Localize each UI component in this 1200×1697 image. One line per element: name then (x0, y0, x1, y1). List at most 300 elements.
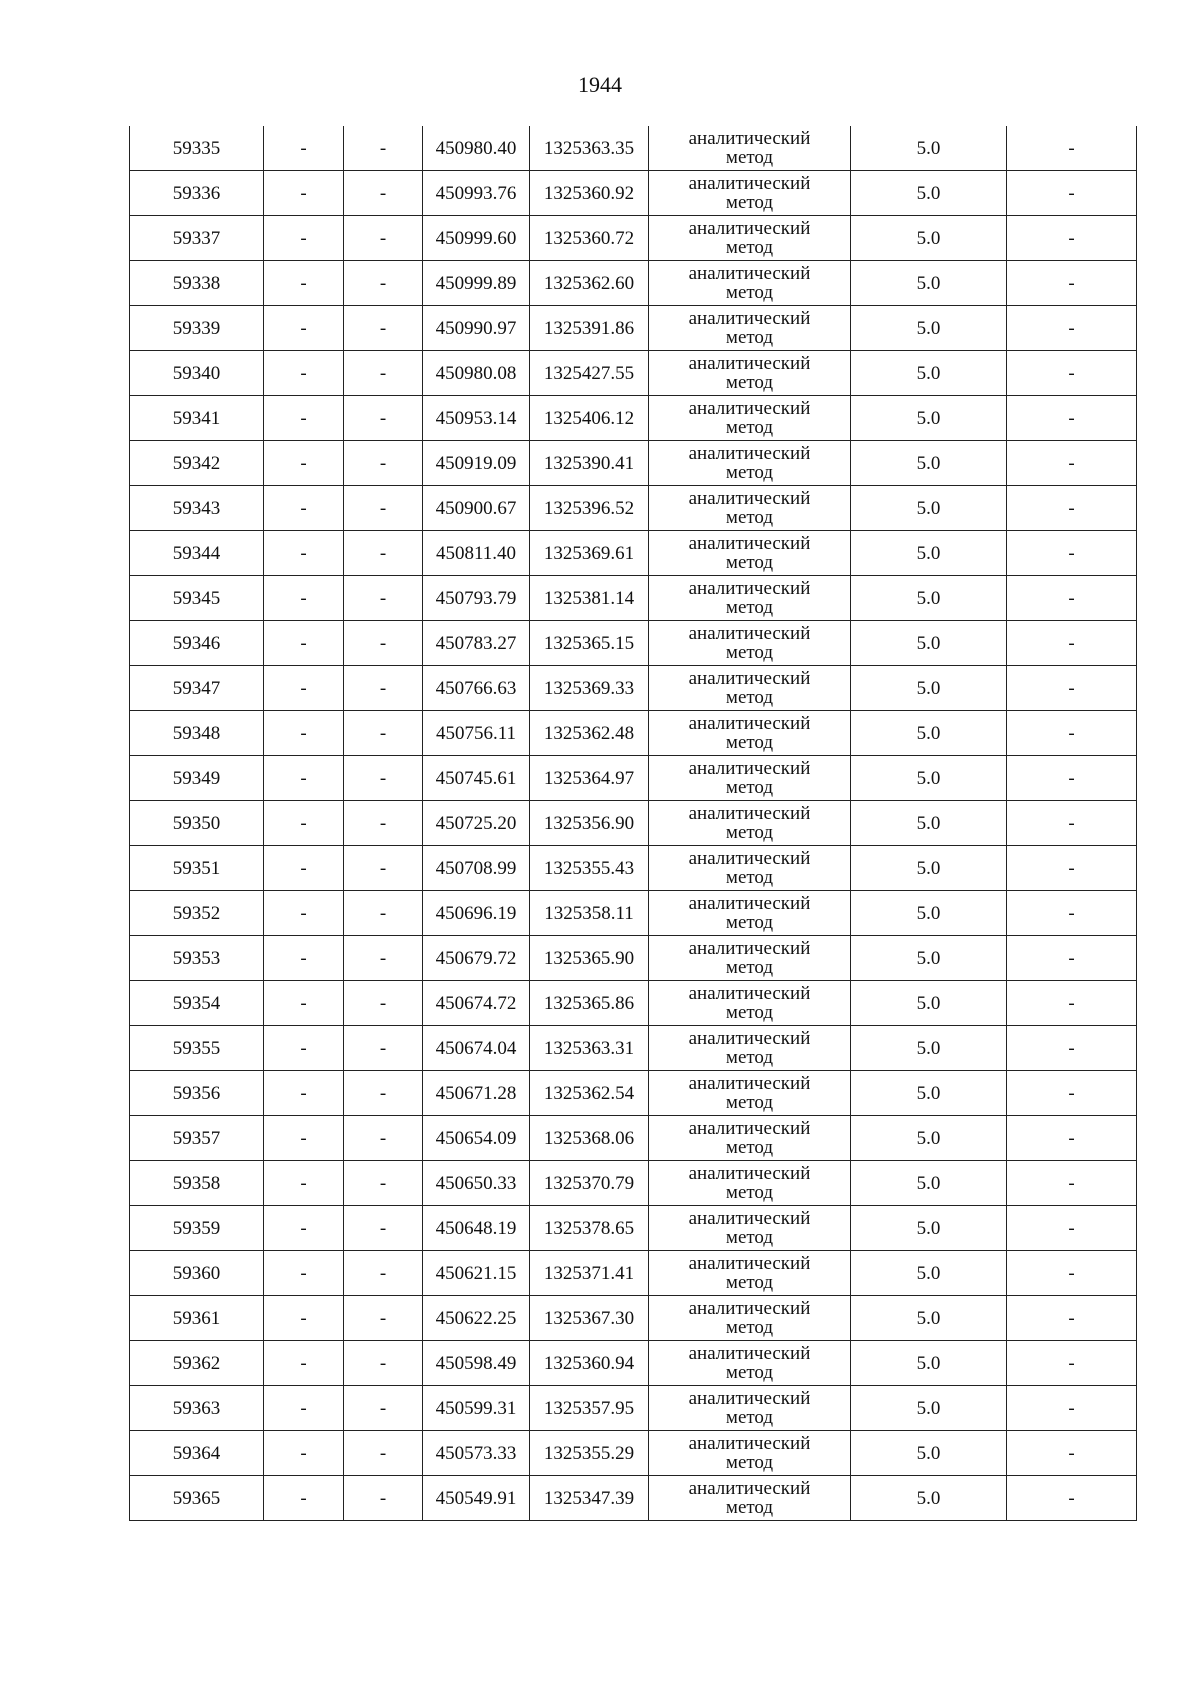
method-text: метод (725, 507, 774, 528)
dash-cell: - (264, 1251, 344, 1296)
method-cell (649, 1026, 851, 1071)
method-text: метод (725, 1362, 774, 1383)
method-text: метод (725, 1137, 774, 1158)
dash-cell: - (264, 1296, 344, 1341)
method-cell (649, 216, 851, 261)
method-text: метод (725, 597, 774, 618)
dash-cell: - (344, 711, 423, 756)
method-text: аналитический (688, 488, 811, 509)
dash-cell: - (264, 891, 344, 936)
dash-cell: - (344, 1116, 423, 1161)
method-text: метод (725, 237, 774, 258)
point-number-cell: 59347 (130, 666, 264, 711)
x-coordinate-cell: 450725.20 (423, 801, 530, 846)
table-row (130, 576, 1137, 621)
method-text: метод (725, 1272, 774, 1293)
table-row (130, 711, 1137, 756)
table-row (130, 1431, 1137, 1476)
method-cell (649, 891, 851, 936)
y-coordinate-cell: 1325357.95 (530, 1386, 649, 1431)
method-cell (649, 1251, 851, 1296)
method-cell (649, 936, 851, 981)
point-number-cell: 59337 (130, 216, 264, 261)
table-row (130, 1251, 1137, 1296)
y-coordinate-cell: 1325396.52 (530, 486, 649, 531)
dash-cell: - (264, 936, 344, 981)
table-body (130, 126, 1137, 1521)
y-coordinate-cell: 1325360.92 (530, 171, 649, 216)
x-coordinate-cell: 450679.72 (423, 936, 530, 981)
x-coordinate-cell: 450549.91 (423, 1476, 530, 1521)
dash-cell: - (344, 981, 423, 1026)
method-cell (649, 1341, 851, 1386)
method-cell (649, 1476, 851, 1521)
point-number-cell: 59362 (130, 1341, 264, 1386)
method-text: аналитический (688, 533, 811, 554)
method-cell (649, 261, 851, 306)
method-text: аналитический (688, 1343, 811, 1364)
accuracy-cell: 5.0 (851, 846, 1007, 891)
accuracy-cell: 5.0 (851, 1341, 1007, 1386)
point-number-cell: 59338 (130, 261, 264, 306)
y-coordinate-cell: 1325362.60 (530, 261, 649, 306)
dash-cell: - (1007, 1161, 1137, 1206)
table-row (130, 846, 1137, 891)
dash-cell: - (1007, 801, 1137, 846)
dash-cell: - (344, 756, 423, 801)
accuracy-cell: 5.0 (851, 891, 1007, 936)
dash-cell: - (344, 1296, 423, 1341)
y-coordinate-cell: 1325367.30 (530, 1296, 649, 1341)
x-coordinate-cell: 450598.49 (423, 1341, 530, 1386)
dash-cell: - (264, 1476, 344, 1521)
method-text: метод (725, 1047, 774, 1068)
dash-cell: - (1007, 1386, 1137, 1431)
method-text: аналитический (688, 893, 811, 914)
y-coordinate-cell: 1325362.48 (530, 711, 649, 756)
method-text: аналитический (688, 1388, 811, 1409)
dash-cell: - (1007, 261, 1137, 306)
dash-cell: - (1007, 486, 1137, 531)
dash-cell: - (1007, 1026, 1137, 1071)
y-coordinate-cell: 1325406.12 (530, 396, 649, 441)
x-coordinate-cell: 450671.28 (423, 1071, 530, 1116)
dash-cell: - (1007, 441, 1137, 486)
table-row (130, 1341, 1137, 1386)
method-text: метод (725, 1452, 774, 1473)
accuracy-cell: 5.0 (851, 981, 1007, 1026)
method-text: метод (725, 327, 774, 348)
method-text: метод (725, 1317, 774, 1338)
x-coordinate-cell: 450654.09 (423, 1116, 530, 1161)
table-row (130, 351, 1137, 396)
method-text: метод (725, 1002, 774, 1023)
method-cell (649, 531, 851, 576)
y-coordinate-cell: 1325360.94 (530, 1341, 649, 1386)
accuracy-cell: 5.0 (851, 441, 1007, 486)
method-cell (649, 486, 851, 531)
dash-cell: - (1007, 1071, 1137, 1116)
table-row (130, 306, 1137, 351)
dash-cell: - (1007, 216, 1137, 261)
method-cell (649, 171, 851, 216)
accuracy-cell: 5.0 (851, 531, 1007, 576)
dash-cell: - (344, 1071, 423, 1116)
method-cell (649, 981, 851, 1026)
method-text: аналитический (688, 1163, 811, 1184)
point-number-cell: 59336 (130, 171, 264, 216)
page-number: 1944 (578, 72, 622, 97)
y-coordinate-cell: 1325364.97 (530, 756, 649, 801)
dash-cell: - (264, 126, 344, 171)
x-coordinate-cell: 450793.79 (423, 576, 530, 621)
method-text: аналитический (688, 263, 811, 284)
y-coordinate-cell: 1325360.72 (530, 216, 649, 261)
dash-cell: - (344, 1206, 423, 1251)
accuracy-cell: 5.0 (851, 486, 1007, 531)
point-number-cell: 59335 (130, 126, 264, 171)
dash-cell: - (344, 126, 423, 171)
dash-cell: - (1007, 126, 1137, 171)
y-coordinate-cell: 1325370.79 (530, 1161, 649, 1206)
dash-cell: - (1007, 1341, 1137, 1386)
dash-cell: - (264, 216, 344, 261)
y-coordinate-cell: 1325368.06 (530, 1116, 649, 1161)
point-number-cell: 59354 (130, 981, 264, 1026)
method-text: метод (725, 732, 774, 753)
accuracy-cell: 5.0 (851, 1071, 1007, 1116)
method-text: аналитический (688, 1298, 811, 1319)
dash-cell: - (344, 1386, 423, 1431)
dash-cell: - (264, 1161, 344, 1206)
y-coordinate-cell: 1325358.11 (530, 891, 649, 936)
method-text: аналитический (688, 938, 811, 959)
method-cell (649, 1071, 851, 1116)
dash-cell: - (264, 1116, 344, 1161)
method-text: метод (725, 912, 774, 933)
x-coordinate-cell: 450766.63 (423, 666, 530, 711)
method-cell (649, 846, 851, 891)
point-number-cell: 59346 (130, 621, 264, 666)
method-text: аналитический (688, 848, 811, 869)
y-coordinate-cell: 1325390.41 (530, 441, 649, 486)
dash-cell: - (344, 801, 423, 846)
dash-cell: - (344, 1341, 423, 1386)
x-coordinate-cell: 450953.14 (423, 396, 530, 441)
method-cell (649, 1296, 851, 1341)
method-text: метод (725, 822, 774, 843)
x-coordinate-cell: 450990.97 (423, 306, 530, 351)
accuracy-cell: 5.0 (851, 756, 1007, 801)
accuracy-cell: 5.0 (851, 936, 1007, 981)
dash-cell: - (344, 666, 423, 711)
y-coordinate-cell: 1325369.61 (530, 531, 649, 576)
method-text: аналитический (688, 173, 811, 194)
dash-cell: - (1007, 1206, 1137, 1251)
dash-cell: - (344, 576, 423, 621)
accuracy-cell: 5.0 (851, 351, 1007, 396)
method-text: метод (725, 417, 774, 438)
x-coordinate-cell: 450999.89 (423, 261, 530, 306)
point-number-cell: 59341 (130, 396, 264, 441)
dash-cell: - (344, 171, 423, 216)
dash-cell: - (344, 396, 423, 441)
table-row (130, 891, 1137, 936)
dash-cell: - (344, 216, 423, 261)
table-row (130, 1206, 1137, 1251)
dash-cell: - (1007, 666, 1137, 711)
method-cell (649, 1161, 851, 1206)
method-cell (649, 621, 851, 666)
x-coordinate-cell: 450622.25 (423, 1296, 530, 1341)
y-coordinate-cell: 1325363.31 (530, 1026, 649, 1071)
table-row (130, 1161, 1137, 1206)
x-coordinate-cell: 450999.60 (423, 216, 530, 261)
method-text: аналитический (688, 758, 811, 779)
method-text: аналитический (688, 398, 811, 419)
method-text: аналитический (688, 578, 811, 599)
y-coordinate-cell: 1325363.35 (530, 126, 649, 171)
method-text: аналитический (688, 1208, 811, 1229)
y-coordinate-cell: 1325365.90 (530, 936, 649, 981)
point-number-cell: 59343 (130, 486, 264, 531)
dash-cell: - (1007, 936, 1137, 981)
dash-cell: - (1007, 1431, 1137, 1476)
dash-cell: - (1007, 1116, 1137, 1161)
dash-cell: - (344, 846, 423, 891)
table-row (130, 126, 1137, 171)
method-text: метод (725, 957, 774, 978)
method-text: метод (725, 1497, 774, 1518)
dash-cell: - (344, 531, 423, 576)
method-text: аналитический (688, 443, 811, 464)
dash-cell: - (264, 1431, 344, 1476)
dash-cell: - (344, 936, 423, 981)
method-cell (649, 1386, 851, 1431)
method-cell (649, 396, 851, 441)
dash-cell: - (1007, 171, 1137, 216)
table-row (130, 1071, 1137, 1116)
table-row (130, 666, 1137, 711)
dash-cell: - (344, 1476, 423, 1521)
table-row (130, 441, 1137, 486)
y-coordinate-cell: 1325378.65 (530, 1206, 649, 1251)
method-cell (649, 801, 851, 846)
accuracy-cell: 5.0 (851, 171, 1007, 216)
dash-cell: - (344, 261, 423, 306)
dash-cell: - (264, 801, 344, 846)
accuracy-cell: 5.0 (851, 576, 1007, 621)
dash-cell: - (344, 1161, 423, 1206)
y-coordinate-cell: 1325355.29 (530, 1431, 649, 1476)
dash-cell: - (1007, 396, 1137, 441)
method-text: метод (725, 372, 774, 393)
x-coordinate-cell: 450621.15 (423, 1251, 530, 1296)
accuracy-cell: 5.0 (851, 711, 1007, 756)
table-row (130, 171, 1137, 216)
point-number-cell: 59356 (130, 1071, 264, 1116)
dash-cell: - (344, 1026, 423, 1071)
y-coordinate-cell: 1325356.90 (530, 801, 649, 846)
dash-cell: - (264, 576, 344, 621)
table-row (130, 621, 1137, 666)
table-row (130, 216, 1137, 261)
method-text: метод (725, 867, 774, 888)
method-text: аналитический (688, 1073, 811, 1094)
dash-cell: - (264, 396, 344, 441)
accuracy-cell: 5.0 (851, 1026, 1007, 1071)
dash-cell: - (264, 1026, 344, 1071)
method-text: аналитический (688, 1433, 811, 1454)
dash-cell: - (264, 1071, 344, 1116)
accuracy-cell: 5.0 (851, 1476, 1007, 1521)
dash-cell: - (1007, 306, 1137, 351)
point-number-cell: 59365 (130, 1476, 264, 1521)
method-text: аналитический (688, 623, 811, 644)
x-coordinate-cell: 450650.33 (423, 1161, 530, 1206)
method-text: аналитический (688, 803, 811, 824)
point-number-cell: 59363 (130, 1386, 264, 1431)
method-text: аналитический (688, 353, 811, 374)
y-coordinate-cell: 1325355.43 (530, 846, 649, 891)
dash-cell: - (264, 171, 344, 216)
point-number-cell: 59353 (130, 936, 264, 981)
y-coordinate-cell: 1325381.14 (530, 576, 649, 621)
method-text: аналитический (688, 668, 811, 689)
table-row (130, 981, 1137, 1026)
method-cell (649, 1431, 851, 1476)
accuracy-cell: 5.0 (851, 1251, 1007, 1296)
method-text: метод (725, 777, 774, 798)
x-coordinate-cell: 450674.04 (423, 1026, 530, 1071)
method-text: аналитический (688, 1253, 811, 1274)
coordinates-table (129, 126, 1137, 1521)
method-text: метод (725, 192, 774, 213)
dash-cell: - (1007, 531, 1137, 576)
table-row (130, 1386, 1137, 1431)
table-row (130, 1296, 1137, 1341)
dash-cell: - (1007, 711, 1137, 756)
point-number-cell: 59364 (130, 1431, 264, 1476)
method-cell (649, 306, 851, 351)
dash-cell: - (344, 1431, 423, 1476)
dash-cell: - (264, 666, 344, 711)
dash-cell: - (1007, 756, 1137, 801)
dash-cell: - (1007, 576, 1137, 621)
y-coordinate-cell: 1325427.55 (530, 351, 649, 396)
method-cell (649, 1116, 851, 1161)
dash-cell: - (264, 981, 344, 1026)
dash-cell: - (1007, 1296, 1137, 1341)
x-coordinate-cell: 450783.27 (423, 621, 530, 666)
x-coordinate-cell: 450980.08 (423, 351, 530, 396)
dash-cell: - (264, 846, 344, 891)
point-number-cell: 59351 (130, 846, 264, 891)
x-coordinate-cell: 450811.40 (423, 531, 530, 576)
dash-cell: - (264, 351, 344, 396)
point-number-cell: 59348 (130, 711, 264, 756)
method-cell (649, 126, 851, 171)
point-number-cell: 59352 (130, 891, 264, 936)
method-text: метод (725, 462, 774, 483)
dash-cell: - (1007, 1476, 1137, 1521)
dash-cell: - (1007, 351, 1137, 396)
method-cell (649, 1206, 851, 1251)
x-coordinate-cell: 450919.09 (423, 441, 530, 486)
point-number-cell: 59349 (130, 756, 264, 801)
y-coordinate-cell: 1325371.41 (530, 1251, 649, 1296)
point-number-cell: 59361 (130, 1296, 264, 1341)
accuracy-cell: 5.0 (851, 1296, 1007, 1341)
method-cell (649, 666, 851, 711)
method-text: аналитический (688, 713, 811, 734)
x-coordinate-cell: 450674.72 (423, 981, 530, 1026)
table-row (130, 486, 1137, 531)
point-number-cell: 59342 (130, 441, 264, 486)
dash-cell: - (1007, 981, 1137, 1026)
y-coordinate-cell: 1325347.39 (530, 1476, 649, 1521)
accuracy-cell: 5.0 (851, 396, 1007, 441)
method-text: аналитический (688, 1478, 811, 1499)
accuracy-cell: 5.0 (851, 306, 1007, 351)
point-number-cell: 59355 (130, 1026, 264, 1071)
dash-cell: - (264, 1341, 344, 1386)
x-coordinate-cell: 450993.76 (423, 171, 530, 216)
dash-cell: - (264, 306, 344, 351)
dash-cell: - (344, 486, 423, 531)
x-coordinate-cell: 450980.40 (423, 126, 530, 171)
dash-cell: - (344, 891, 423, 936)
y-coordinate-cell: 1325365.15 (530, 621, 649, 666)
method-text: аналитический (688, 308, 811, 329)
x-coordinate-cell: 450599.31 (423, 1386, 530, 1431)
method-text: аналитический (688, 218, 811, 239)
dash-cell: - (344, 351, 423, 396)
y-coordinate-cell: 1325369.33 (530, 666, 649, 711)
x-coordinate-cell: 450648.19 (423, 1206, 530, 1251)
method-text: метод (725, 687, 774, 708)
dash-cell: - (264, 1206, 344, 1251)
dash-cell: - (264, 486, 344, 531)
accuracy-cell: 5.0 (851, 621, 1007, 666)
point-number-cell: 59358 (130, 1161, 264, 1206)
dash-cell: - (1007, 621, 1137, 666)
y-coordinate-cell: 1325362.54 (530, 1071, 649, 1116)
x-coordinate-cell: 450900.67 (423, 486, 530, 531)
x-coordinate-cell: 450708.99 (423, 846, 530, 891)
dash-cell: - (1007, 1251, 1137, 1296)
dash-cell: - (264, 621, 344, 666)
table-row (130, 801, 1137, 846)
method-text: метод (725, 1227, 774, 1248)
dash-cell: - (1007, 891, 1137, 936)
method-text: метод (725, 282, 774, 303)
method-text: аналитический (688, 1028, 811, 1049)
point-number-cell: 59359 (130, 1206, 264, 1251)
table-row (130, 936, 1137, 981)
accuracy-cell: 5.0 (851, 1206, 1007, 1251)
dash-cell: - (344, 621, 423, 666)
table-row (130, 1116, 1137, 1161)
accuracy-cell: 5.0 (851, 216, 1007, 261)
method-text: аналитический (688, 128, 811, 149)
accuracy-cell: 5.0 (851, 1431, 1007, 1476)
y-coordinate-cell: 1325365.86 (530, 981, 649, 1026)
x-coordinate-cell: 450756.11 (423, 711, 530, 756)
method-text: аналитический (688, 1118, 811, 1139)
method-text: метод (725, 642, 774, 663)
method-cell (649, 576, 851, 621)
